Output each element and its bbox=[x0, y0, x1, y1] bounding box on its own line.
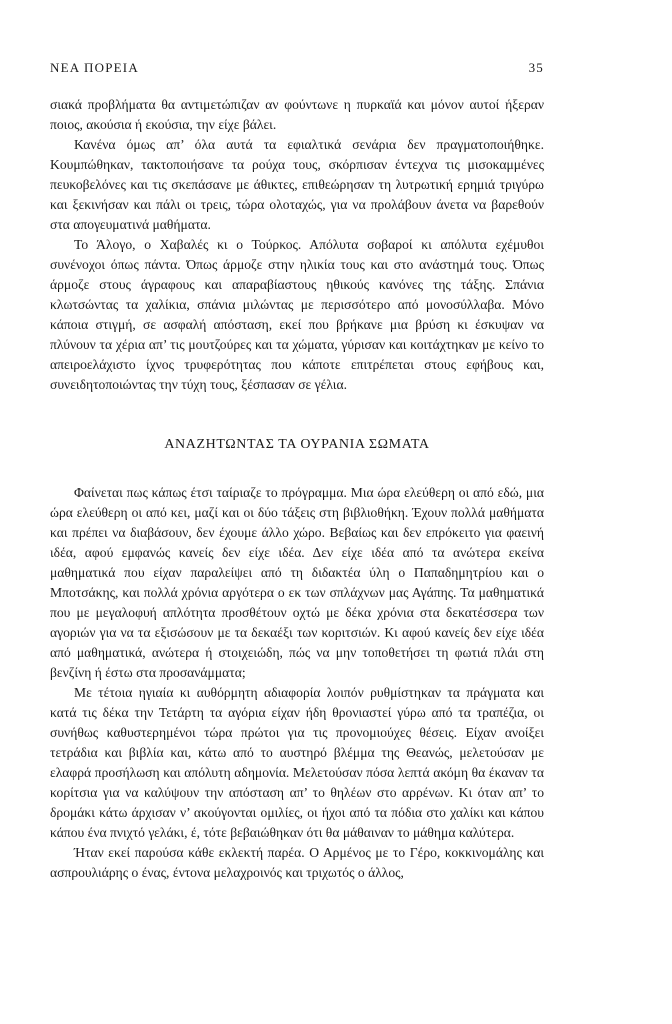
running-head bbox=[50, 60, 544, 76]
body-text bbox=[50, 95, 544, 883]
paragraph: Κανένα όμως απ’ όλα αυτά τα εφιαλτικά σενάρια δεν πραγματοποιήθηκε. Κουμπώθηκαν, τακτοποιήσανε τα ρούχα τους, σκόρπισαν έντεχνα τις μισοκαμμένες πευκοβελόνες και τις σκεπάσανε με άθικτες, επιθεώρησαν τη λυτρωτική ερημιά τριγύρω και ξεκινήσαν και πάλι οι τρεις, τώρα ολοταχώς, για να προλάβουν άνετα να βαρεθούν στα απογευματινά μαθήματα. bbox=[50, 137, 544, 232]
running-title: ΝΕΑ ΠΟΡΕΙΑ bbox=[50, 60, 139, 75]
paragraph: Φαίνεται πως κάπως έτσι ταίριαζε το πρόγραμμα. Μια ώρα ελεύθερη οι από εδώ, μια ώρα ελεύθερη οι από κει, μαζί και οι δύο τάξεις στη βιβλιοθήκη. Έχουν πολλά μαθήματα και πρέπει να διαβάσουν, δεν έχουμε άλλο χώρο. Βεβαίως και δεν επρόκειτο για φαεινή ιδέα, αφού εμφανώς κανείς δεν είχε ιδέα. Δεν είχε ιδέα από τα ανώτερα εκείνα μαθηματικά που είχαν παραλείψει από τη διδακτέα ύλη ο Παπαδημητρίου και ο Μποτσάκης, και πολλά χρόνια αργότερα ο εκ των σπλάχνων μας Αγάπης. Τα μαθηματικά που με μεγαλοφυή απλότητα προσθέτουν οχτώ με δέκα χρόνια στα δεκατέσσερα των αγοριών για να τα εξισώσουν με τα δεκαέξι των κοριτσιών. Κι αφού κανείς δεν είχε ιδέα από μαθηματικά, ανώτερα ή στοιχειώδη, πώς να μην τοποθετήσει τη φωτιά πλάι στη βενζίνη ή έστω στα προσανάμματα; bbox=[50, 485, 544, 680]
paragraph: σιακά προβλήματα θα αντιμετώπιζαν αν φούντωνε η πυρκαϊά και μόνον αυτοί ήξεραν ποιος, ακούσια ή εκούσια, την είχε βάλει. bbox=[50, 97, 544, 132]
paragraph: Το Άλογο, ο Χαβαλές κι ο Τούρκος. Απόλυτα σοβαροί κι απόλυτα εχέμυθοι συνένοχοι όπως πάντα. Όπως άρμοζε στην ηλικία τους και στο ανάστημά τους. Όπως άρμοζε στους άγραφους και απαραβίαστους ηθικούς κανόνες της τάξης. Σπάνια κλωτσώντας τα χαλίκια, σπάνια μιλώντας με περισσότερο από μονοσύλλαβα. Μόνο κάποια στιγμή, σε ασφαλή απόσταση, εκεί που βρήκανε μια βρύση κι έσκυψαν να πλύνουν τα χέρια απ’ τις μουτζούρες και τα χώματα, γύρισαν και κοιτάχτηκαν με κείνο το απειροελάχιστο ίχνος τρυφερότητας που κάποτε επιτρέπεται στους εφήβους και, συνειδητοποιώντας την τύχη τους, ξέσπασαν σε γέλια. bbox=[50, 237, 544, 392]
paragraph: Με τέτοια ηγιαία κι αυθόρμητη αδιαφορία λοιπόν ρυθμίστηκαν τα πράγματα και κατά τις δέκα την Τετάρτη τα αγόρια είχαν ήδη θρονιαστεί γύρω από τα τραπέζια, οι συνήθως καθυστερημένοι τώρα πρώτοι για τις προνομιούχες θέσεις. Είχαν ανοίξει τετράδια και βιβλία και, κάτω από το αυστηρό βλέμμα της Θεανώς, μελετούσαν με ελαφρά προσήλωση και απόλυτη αδημονία. Μελετούσαν πόσα λεπτά ακόμη θα έκαναν τα κορίτσια για να καλύψουν την απόσταση απ’ το θηλέων στο αρρένων. Κι όταν απ’ το δρομάκι κάτω άρχισαν ν’ ακούγονται ομιλίες, οι ήχοι από τα πόδια στο χαλίκι και κάπου κάπου ένα πνιχτό γελάκι, έ, τότε βεβαιώθηκαν ότι θα μάθαιναν το μάθημα καλύτερα. bbox=[50, 685, 544, 840]
page-number: 35 bbox=[528, 60, 544, 75]
paragraph: Ήταν εκεί παρούσα κάθε εκλεκτή παρέα. Ο Αρμένος με το Γέρο, κοκκινομάλης και ασπρουλιάρης ο ένας, έντονα μελαχροινός και τριχωτός ο άλλος, bbox=[50, 845, 544, 880]
section-title: ΑΝΑΖΗΤΩΝΤΑΣ ΤΑ ΟΥΡΑΝΙΑ ΣΩΜΑΤΑ bbox=[164, 437, 430, 452]
